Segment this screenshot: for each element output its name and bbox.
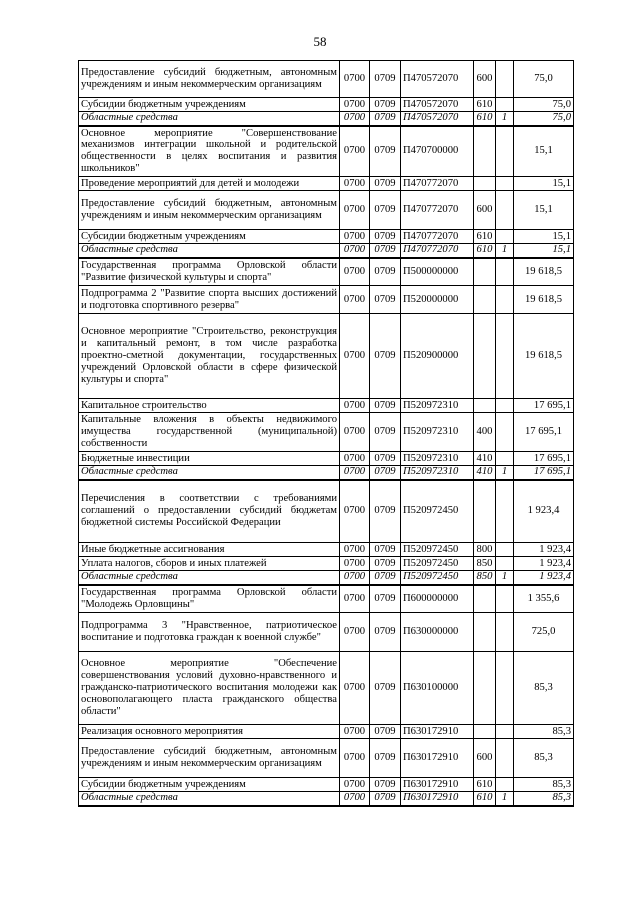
amount-cell: 17 695,1 [514, 399, 574, 413]
section-code-cell: 0700 [340, 112, 370, 126]
expense-type-cell [474, 613, 496, 652]
amount-cell: 15,1 [514, 244, 574, 258]
table-row [79, 244, 574, 258]
target-article-cell: П520972450 [401, 557, 474, 571]
section-code-cell: 0700 [340, 126, 370, 177]
page-number: 58 [313, 34, 327, 49]
funding-source-cell: 1 [496, 112, 514, 126]
table-row [79, 112, 574, 126]
funding-source-cell [496, 98, 514, 112]
expense-type-cell [474, 177, 496, 191]
table-row [79, 652, 574, 725]
amount-cell: 15,1 [514, 177, 574, 191]
target-article-cell: П630100000 [401, 652, 474, 725]
expense-type-cell [474, 286, 496, 314]
section-code-cell: 0700 [340, 177, 370, 191]
subsection-code-cell: 0709 [370, 126, 401, 177]
target-article-cell: П630172910 [401, 792, 474, 806]
target-article-cell: П470572070 [401, 61, 474, 98]
expense-type-cell: 610 [474, 244, 496, 258]
table-row [79, 230, 574, 244]
funding-source-cell [496, 739, 514, 778]
amount-cell: 1 923,4 [514, 571, 574, 585]
expense-name-cell: Подпрограмма 3 "Нравственное, патриотическое воспитание и подготовка граждан к военной службе" [79, 613, 340, 652]
expense-name-cell: Капитальное строительство [79, 399, 340, 413]
expense-name-cell: Субсидии бюджетным учреждениям [79, 98, 340, 112]
table-row [79, 571, 574, 585]
funding-source-cell [496, 61, 514, 98]
section-code-cell: 0700 [340, 466, 370, 480]
target-article-cell: П520972310 [401, 413, 474, 452]
table-row [79, 778, 574, 792]
section-code-cell: 0700 [340, 543, 370, 557]
amount-cell: 75,0 [514, 112, 574, 126]
target-article-cell: П520972450 [401, 480, 474, 543]
funding-source-cell [496, 177, 514, 191]
section-code-cell: 0700 [340, 739, 370, 778]
funding-source-cell: 1 [496, 571, 514, 585]
target-article-cell: П520900000 [401, 314, 474, 399]
funding-source-cell [496, 258, 514, 286]
table-row [79, 543, 574, 557]
table-row [79, 613, 574, 652]
expense-name-cell: Государственная программа Орловской области "Развитие физической культуры и спорта" [79, 258, 340, 286]
funding-source-cell: 1 [496, 792, 514, 806]
target-article-cell: П470772070 [401, 177, 474, 191]
expense-name-cell: Субсидии бюджетным учреждениям [79, 230, 340, 244]
amount-cell: 75,0 [514, 61, 574, 98]
amount-cell: 17 695,1 [514, 413, 574, 452]
table-row [79, 480, 574, 543]
expense-type-cell [474, 258, 496, 286]
funding-source-cell [496, 543, 514, 557]
expense-type-cell: 610 [474, 112, 496, 126]
expense-name-cell: Реализация основного мероприятия [79, 725, 340, 739]
budget-table [78, 60, 574, 807]
amount-cell: 85,3 [514, 778, 574, 792]
section-code-cell: 0700 [340, 792, 370, 806]
subsection-code-cell: 0709 [370, 543, 401, 557]
section-code-cell: 0700 [340, 585, 370, 613]
target-article-cell: П630172910 [401, 725, 474, 739]
expense-name-cell: Предоставление субсидий бюджетным, автономным учреждениям и иным некоммерческим организациям [79, 739, 340, 778]
amount-cell: 1 923,4 [514, 557, 574, 571]
expense-name-cell: Подпрограмма 2 "Развитие спорта высших достижений и подготовка спортивного резерва" [79, 286, 340, 314]
table-row [79, 452, 574, 466]
table-row [79, 792, 574, 806]
subsection-code-cell: 0709 [370, 244, 401, 258]
funding-source-cell [496, 413, 514, 452]
section-code-cell: 0700 [340, 98, 370, 112]
amount-cell: 1 355,6 [514, 585, 574, 613]
expense-name-cell: Областные средства [79, 244, 340, 258]
section-code-cell: 0700 [340, 613, 370, 652]
funding-source-cell [496, 286, 514, 314]
section-code-cell: 0700 [340, 314, 370, 399]
expense-type-cell: 610 [474, 778, 496, 792]
table-row [79, 286, 574, 314]
expense-type-cell: 850 [474, 571, 496, 585]
table-row [79, 126, 574, 177]
section-code-cell: 0700 [340, 725, 370, 739]
amount-cell: 75,0 [514, 98, 574, 112]
section-code-cell: 0700 [340, 778, 370, 792]
expense-type-cell [474, 399, 496, 413]
amount-cell: 85,3 [514, 792, 574, 806]
subsection-code-cell: 0709 [370, 792, 401, 806]
section-code-cell: 0700 [340, 557, 370, 571]
table-row [79, 413, 574, 452]
expense-name-cell: Проведение мероприятий для детей и молодежи [79, 177, 340, 191]
table-row [79, 739, 574, 778]
subsection-code-cell: 0709 [370, 652, 401, 725]
section-code-cell: 0700 [340, 399, 370, 413]
subsection-code-cell: 0709 [370, 413, 401, 452]
table-row [79, 725, 574, 739]
expense-name-cell: Основное мероприятие "Обеспечение совершенствования условий духовно-нравственного и гражданско-патриотического воспитания молодежи как основополагающего пласта гражданского общества области" [79, 652, 340, 725]
expense-name-cell: Капитальные вложения в объекты недвижимого имущества государственной (муниципальной) собственности [79, 413, 340, 452]
subsection-code-cell: 0709 [370, 61, 401, 98]
expense-type-cell: 800 [474, 543, 496, 557]
subsection-code-cell: 0709 [370, 480, 401, 543]
target-article-cell: П600000000 [401, 585, 474, 613]
amount-cell: 19 618,5 [514, 314, 574, 399]
expense-type-cell: 850 [474, 557, 496, 571]
subsection-code-cell: 0709 [370, 613, 401, 652]
section-code-cell: 0700 [340, 191, 370, 230]
amount-cell: 1 923,4 [514, 480, 574, 543]
subsection-code-cell: 0709 [370, 557, 401, 571]
subsection-code-cell: 0709 [370, 258, 401, 286]
expense-name-cell: Областные средства [79, 571, 340, 585]
expense-type-cell: 600 [474, 61, 496, 98]
subsection-code-cell: 0709 [370, 399, 401, 413]
section-code-cell: 0700 [340, 230, 370, 244]
amount-cell: 17 695,1 [514, 466, 574, 480]
expense-type-cell [474, 652, 496, 725]
section-code-cell: 0700 [340, 413, 370, 452]
funding-source-cell [496, 314, 514, 399]
amount-cell: 17 695,1 [514, 452, 574, 466]
subsection-code-cell: 0709 [370, 230, 401, 244]
amount-cell: 1 923,4 [514, 543, 574, 557]
expense-name-cell: Предоставление субсидий бюджетным, автономным учреждениям и иным некоммерческим организациям [79, 61, 340, 98]
table-row [79, 399, 574, 413]
subsection-code-cell: 0709 [370, 452, 401, 466]
expense-type-cell [474, 126, 496, 177]
funding-source-cell [496, 191, 514, 230]
expense-name-cell: Областные средства [79, 792, 340, 806]
subsection-code-cell: 0709 [370, 466, 401, 480]
expense-name-cell: Областные средства [79, 112, 340, 126]
expense-name-cell: Иные бюджетные ассигнования [79, 543, 340, 557]
table-row [79, 258, 574, 286]
subsection-code-cell: 0709 [370, 571, 401, 585]
table-row [79, 557, 574, 571]
expense-type-cell [474, 480, 496, 543]
funding-source-cell [496, 725, 514, 739]
target-article-cell: П520972450 [401, 543, 474, 557]
table-row [79, 61, 574, 98]
subsection-code-cell: 0709 [370, 585, 401, 613]
subsection-code-cell: 0709 [370, 98, 401, 112]
table-row [79, 191, 574, 230]
expense-name-cell: Субсидии бюджетным учреждениям [79, 778, 340, 792]
amount-cell: 15,1 [514, 191, 574, 230]
expense-type-cell: 610 [474, 230, 496, 244]
table-row [79, 314, 574, 399]
subsection-code-cell: 0709 [370, 725, 401, 739]
amount-cell: 85,3 [514, 652, 574, 725]
budget-table-body [79, 61, 574, 806]
section-code-cell: 0700 [340, 244, 370, 258]
expense-name-cell: Уплата налогов, сборов и иных платежей [79, 557, 340, 571]
target-article-cell: П470572070 [401, 98, 474, 112]
amount-cell: 85,3 [514, 725, 574, 739]
funding-source-cell [496, 230, 514, 244]
target-article-cell: П470772070 [401, 230, 474, 244]
table-row [79, 177, 574, 191]
funding-source-cell [496, 452, 514, 466]
expense-name-cell: Основное мероприятие "Строительство, реконструкция и капитальный ремонт, в том числе разработка проектно-сметной документации, государственных учреждений Орловской области в сфере физической культуры и спорта" [79, 314, 340, 399]
amount-cell: 19 618,5 [514, 286, 574, 314]
expense-type-cell [474, 725, 496, 739]
expense-type-cell [474, 585, 496, 613]
expense-type-cell: 610 [474, 98, 496, 112]
funding-source-cell [496, 652, 514, 725]
expense-name-cell: Основное мероприятие "Совершенствование механизмов интеграции школьной и родительской общественности в целях воспитания и развития школьников" [79, 126, 340, 177]
funding-source-cell: 1 [496, 466, 514, 480]
subsection-code-cell: 0709 [370, 739, 401, 778]
target-article-cell: П520972310 [401, 399, 474, 413]
section-code-cell: 0700 [340, 61, 370, 98]
subsection-code-cell: 0709 [370, 112, 401, 126]
amount-cell: 15,1 [514, 126, 574, 177]
section-code-cell: 0700 [340, 258, 370, 286]
target-article-cell: П630000000 [401, 613, 474, 652]
target-article-cell: П520972310 [401, 452, 474, 466]
amount-cell: 725,0 [514, 613, 574, 652]
target-article-cell: П470772070 [401, 191, 474, 230]
section-code-cell: 0700 [340, 286, 370, 314]
subsection-code-cell: 0709 [370, 286, 401, 314]
subsection-code-cell: 0709 [370, 191, 401, 230]
expense-type-cell: 600 [474, 739, 496, 778]
subsection-code-cell: 0709 [370, 314, 401, 399]
table-row [79, 585, 574, 613]
expense-type-cell: 410 [474, 466, 496, 480]
target-article-cell: П470700000 [401, 126, 474, 177]
target-article-cell: П520972310 [401, 466, 474, 480]
subsection-code-cell: 0709 [370, 177, 401, 191]
target-article-cell: П630172910 [401, 739, 474, 778]
expense-type-cell [474, 314, 496, 399]
target-article-cell: П470772070 [401, 244, 474, 258]
expense-name-cell: Областные средства [79, 466, 340, 480]
expense-type-cell: 410 [474, 452, 496, 466]
funding-source-cell [496, 126, 514, 177]
amount-cell: 15,1 [514, 230, 574, 244]
funding-source-cell [496, 480, 514, 543]
section-code-cell: 0700 [340, 571, 370, 585]
expense-name-cell: Государственная программа Орловской области "Молодежь Орловщины" [79, 585, 340, 613]
funding-source-cell [496, 613, 514, 652]
table-row [79, 98, 574, 112]
funding-source-cell: 1 [496, 244, 514, 258]
section-code-cell: 0700 [340, 480, 370, 543]
table-row [79, 466, 574, 480]
section-code-cell: 0700 [340, 452, 370, 466]
amount-cell: 85,3 [514, 739, 574, 778]
expense-name-cell: Перечисления в соответствии с требованиями соглашений о предоставлении субсидий бюджетам бюджетной системы Российской Федерации [79, 480, 340, 543]
expense-name-cell: Бюджетные инвестиции [79, 452, 340, 466]
funding-source-cell [496, 399, 514, 413]
target-article-cell: П630172910 [401, 778, 474, 792]
expense-name-cell: Предоставление субсидий бюджетным, автономным учреждениям и иным некоммерческим организациям [79, 191, 340, 230]
amount-cell: 19 618,5 [514, 258, 574, 286]
expense-type-cell: 600 [474, 191, 496, 230]
subsection-code-cell: 0709 [370, 778, 401, 792]
target-article-cell: П520972450 [401, 571, 474, 585]
expense-type-cell: 400 [474, 413, 496, 452]
funding-source-cell [496, 557, 514, 571]
expense-type-cell: 610 [474, 792, 496, 806]
target-article-cell: П520000000 [401, 286, 474, 314]
target-article-cell: П500000000 [401, 258, 474, 286]
funding-source-cell [496, 585, 514, 613]
funding-source-cell [496, 778, 514, 792]
target-article-cell: П470572070 [401, 112, 474, 126]
section-code-cell: 0700 [340, 652, 370, 725]
